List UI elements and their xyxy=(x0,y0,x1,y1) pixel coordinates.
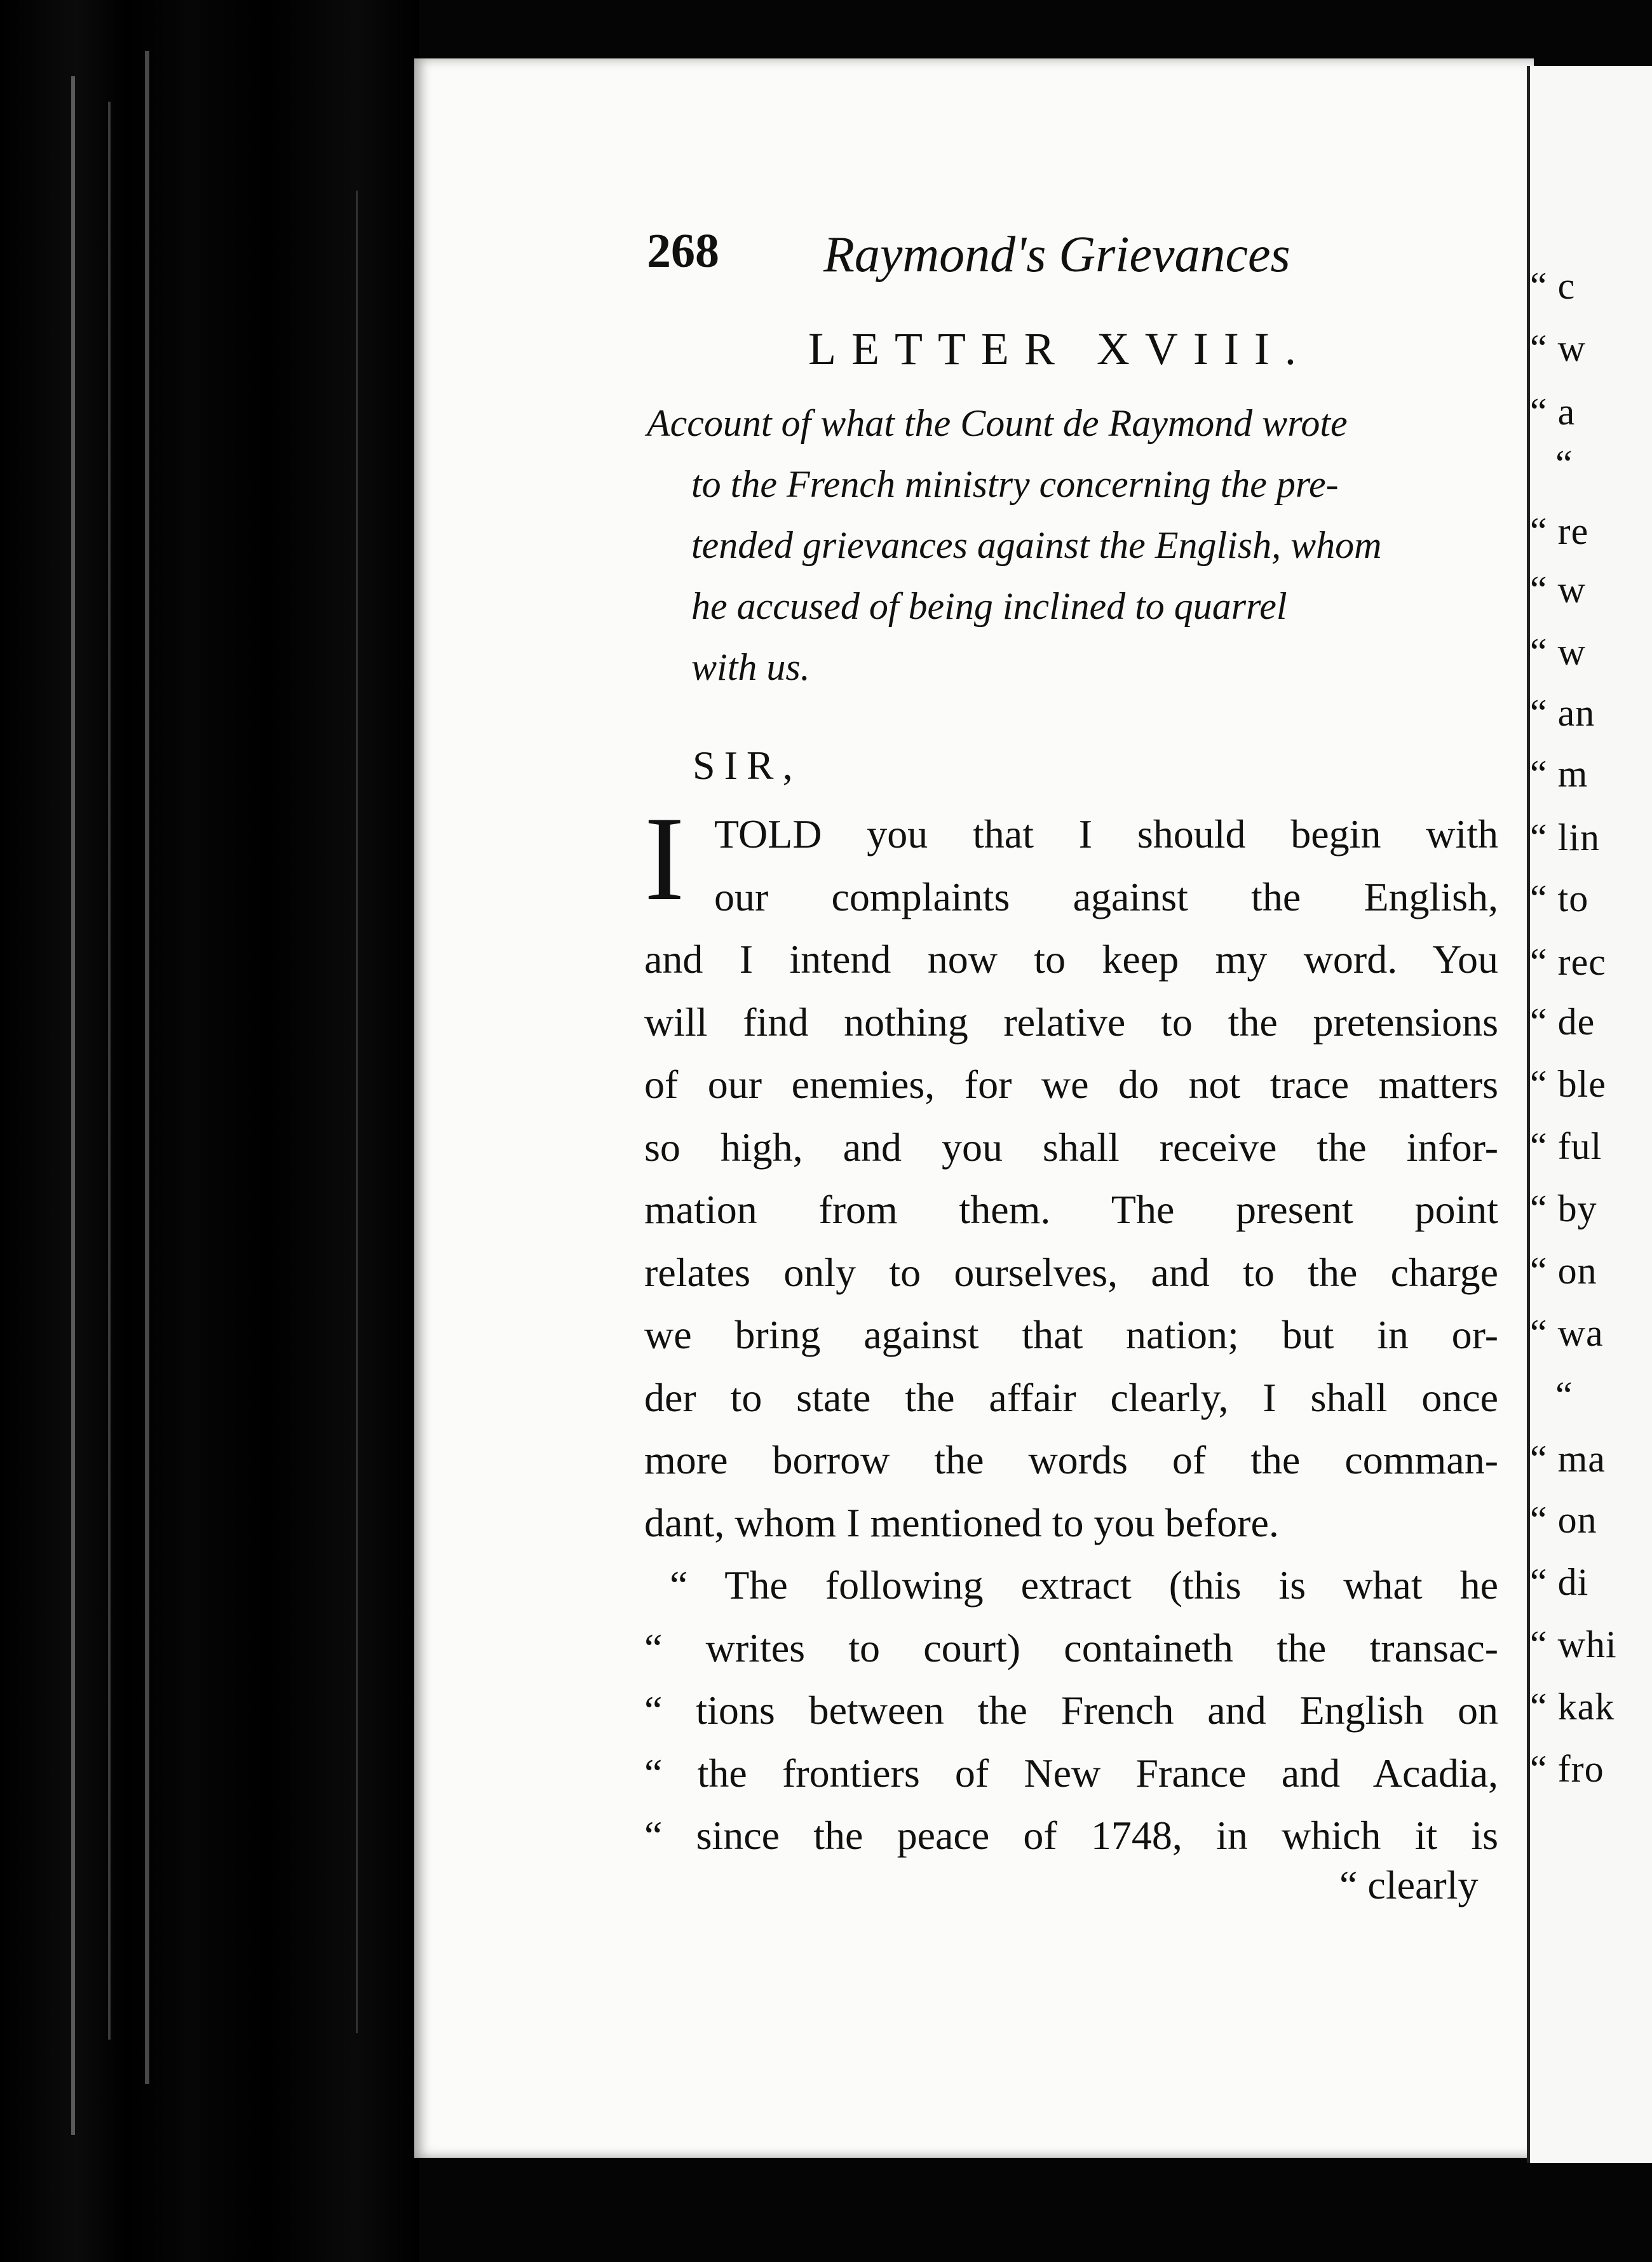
facing-page-line: “ ble xyxy=(1530,1063,1606,1105)
facing-page-fragment xyxy=(1527,66,1652,2163)
facing-page-line: “ lin xyxy=(1530,816,1600,858)
running-head: Raymond's Grievances xyxy=(823,227,1290,283)
facing-page-line: “ by xyxy=(1530,1188,1597,1229)
facing-page-line: “ de xyxy=(1530,1001,1595,1043)
facing-page-line: “ on xyxy=(1530,1499,1597,1541)
facing-page-line: “ fro xyxy=(1530,1748,1604,1790)
facing-page-line: “ on xyxy=(1530,1250,1597,1292)
quote-line: “ The following extract (this is what he xyxy=(670,1562,1498,1608)
facing-page-line: “ wa xyxy=(1530,1312,1604,1354)
body-line: der to state the affair clearly, I shall once xyxy=(644,1374,1498,1420)
facing-page-line: “ an xyxy=(1530,692,1595,734)
body-line: TOLD you that I should begin with xyxy=(714,811,1498,857)
summary-line: Account of what the Count de Raymond wrote xyxy=(647,402,1348,444)
letter-summary xyxy=(647,393,1498,698)
letter-heading: LETTER XVIII. xyxy=(808,323,1311,374)
body-line: so high, and you shall receive the infor- xyxy=(644,1124,1498,1170)
summary-line: tended grievances against the English, whom xyxy=(691,524,1382,566)
facing-page-line: “ w xyxy=(1530,631,1586,673)
body-line: more borrow the words of the comman- xyxy=(644,1437,1498,1482)
page-number: 268 xyxy=(647,224,719,278)
catchword: “ clearly xyxy=(1339,1862,1479,1907)
facing-page-line: “ rec xyxy=(1530,941,1606,983)
summary-line: to the French ministry concerning the pre- xyxy=(691,463,1339,505)
body-line: will find nothing relative to the pretensions xyxy=(644,999,1498,1045)
facing-page-line: “ c xyxy=(1530,265,1576,307)
page-edge-line xyxy=(356,191,358,2033)
page-edge-line xyxy=(71,76,75,2135)
quote-line: “ since the peace of 1748, in which it is xyxy=(644,1813,1498,1858)
facing-page-line: “ xyxy=(1555,443,1573,485)
summary-line: he accused of being inclined to quarrel xyxy=(691,585,1287,627)
facing-page-line: “ w xyxy=(1530,569,1586,611)
body-line: our complaints against the English, xyxy=(714,874,1498,919)
facing-page-line: “ whi xyxy=(1530,1623,1617,1665)
body-line: mation from them. The present point xyxy=(644,1187,1498,1232)
quote-line: “ writes to court) containeth the transac- xyxy=(644,1625,1498,1670)
page-edge-line xyxy=(145,51,149,2084)
facing-page-line: “ a xyxy=(1530,391,1576,433)
facing-page-line: “ w xyxy=(1530,327,1586,369)
facing-page-line: “ kak xyxy=(1530,1686,1615,1728)
page-edge-line xyxy=(108,102,111,2040)
body-line: relates only to ourselves, and to the charge xyxy=(644,1249,1498,1295)
salutation: SIR, xyxy=(693,743,802,788)
facing-page-line: “ ful xyxy=(1530,1125,1602,1167)
book-edge-left xyxy=(0,0,419,2262)
facing-page-line: “ m xyxy=(1530,753,1588,795)
facing-page-line: “ ma xyxy=(1530,1438,1606,1480)
facing-page-line: “ di xyxy=(1530,1561,1589,1603)
body-line: dant, whom I mentioned to you before. xyxy=(644,1500,1279,1545)
body-line: we bring against that nation; but in or- xyxy=(644,1312,1498,1357)
quote-line: “ tions between the French and English on xyxy=(644,1688,1498,1733)
body-paragraph xyxy=(644,792,1498,1867)
facing-page-line: “ re xyxy=(1530,510,1589,552)
drop-cap: I xyxy=(644,792,685,926)
facing-page-line: “ xyxy=(1555,1374,1573,1416)
summary-line: with us. xyxy=(691,646,810,688)
body-line: and I intend now to keep my word. You xyxy=(644,937,1498,982)
quote-line: “ the frontiers of New France and Acadia, xyxy=(644,1750,1498,1796)
body-line: of our enemies, for we do not trace matters xyxy=(644,1062,1498,1107)
facing-page-line: “ to xyxy=(1530,877,1589,919)
